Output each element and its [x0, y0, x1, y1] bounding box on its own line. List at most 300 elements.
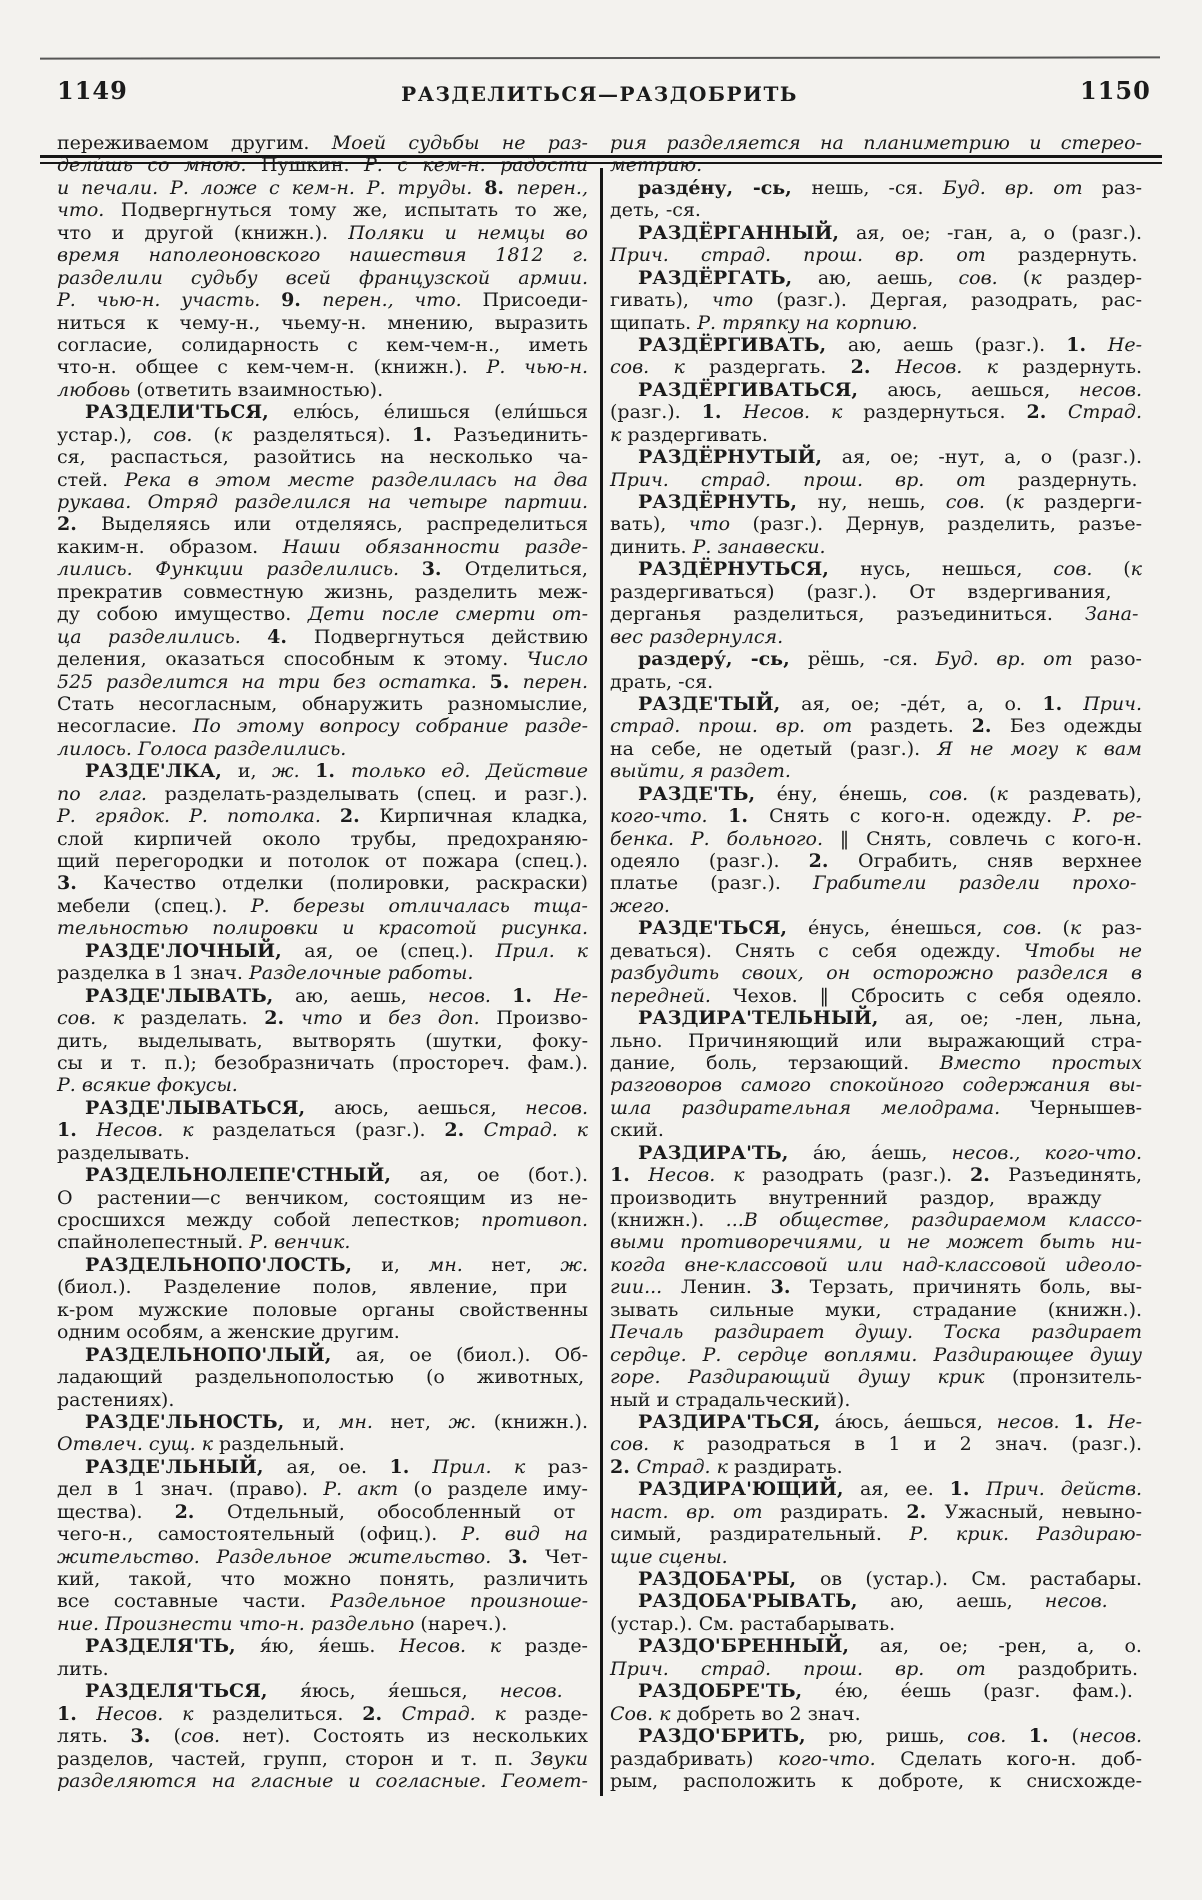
line-content — [57, 626, 588, 648]
italic-text: сов. к — [610, 1433, 708, 1456]
italic-text: рукава. Отряд разделился на четыре партии. — [57, 491, 589, 513]
dictionary-line — [610, 132, 1142, 154]
italic-text: горе. Раздирающий душу крик — [610, 1366, 1013, 1389]
line-content — [638, 491, 1142, 513]
dictionary-line — [610, 603, 1142, 625]
italic-text: разделяются на гласные и согласные. Геомет- — [57, 1769, 588, 1792]
italic-text: Сов. к — [610, 1702, 677, 1725]
dictionary-line — [610, 1590, 1142, 1612]
line-content — [57, 738, 346, 760]
italic-text: к — [1030, 266, 1067, 289]
text-run: разделывать. — [57, 1141, 190, 1164]
line-content — [57, 199, 588, 221]
text-run: раздер- — [1066, 266, 1143, 289]
italic-text: сов. — [967, 1725, 1029, 1748]
line-content — [610, 199, 701, 221]
italic-text: Р. крик. Раздираю- — [909, 1523, 1142, 1546]
line-content — [85, 760, 588, 782]
dictionary-line — [57, 469, 588, 491]
text-run: нет, — [390, 1410, 449, 1433]
italic-text: сов. к — [610, 356, 710, 379]
line-content — [610, 1276, 1142, 1298]
line-content — [85, 1680, 563, 1702]
line-content — [57, 850, 588, 872]
text-run: раздельный. — [219, 1433, 345, 1456]
dictionary-line — [610, 177, 1142, 199]
headword-or-bold-text: 1. — [57, 1702, 97, 1725]
text-run: ( — [1005, 491, 1013, 513]
line-content — [57, 872, 588, 894]
line-content — [85, 1164, 588, 1186]
text-run: ( — [1022, 266, 1031, 289]
text-run: раздирать. — [780, 1500, 907, 1523]
line-content — [610, 1231, 1142, 1253]
text-run: щий перегородки и потолок от пожара (спец.). — [57, 850, 589, 872]
text-run: стей. — [57, 468, 125, 491]
line-content — [610, 289, 1142, 311]
dictionary-line — [57, 1658, 588, 1680]
text-run: ну, нешь, — [817, 491, 946, 513]
italic-text: Не- — [1107, 1410, 1143, 1433]
text-run: дел в 1 знач. (право). — [57, 1478, 324, 1501]
dictionary-line — [57, 154, 588, 176]
italic-text: Буд. вр. от — [935, 648, 1091, 671]
text-run: прекратив совместную жизнь, разделить меж- — [57, 580, 588, 603]
text-run: льно. Причиняющий или выражающий стра- — [610, 1029, 1142, 1052]
italic-text: что — [711, 289, 777, 312]
line-content — [610, 1321, 1142, 1343]
headword-or-bold-text: РАЗДЁРНУТЫЙ, — [638, 446, 842, 469]
dictionary-line — [57, 1433, 588, 1455]
dictionary-line — [57, 783, 588, 805]
line-content — [610, 356, 1142, 378]
dictionary-line — [610, 1411, 1142, 1433]
italic-text: ж. — [448, 1410, 494, 1433]
dictionary-line — [57, 1546, 588, 1568]
dictionary-line — [610, 805, 1142, 827]
italic-text: без доп. — [388, 1007, 497, 1030]
text-run: раз- — [1101, 917, 1142, 940]
italic-text: Р. грядок. Р. потолка. — [57, 805, 340, 828]
text-run: лять. — [57, 1725, 131, 1748]
italic-text: Страд. к — [636, 1455, 735, 1478]
text-run: слой кирпичей около трубы, предохраняю- — [57, 827, 589, 850]
italic-text: ...В обществе, раздираемом классо- — [725, 1209, 1143, 1231]
text-run: нусь, нешься, — [860, 558, 1054, 581]
dictionary-line — [610, 626, 1142, 648]
line-content — [610, 1119, 664, 1141]
headword-or-bold-text: РАЗДОБА'РЫ, — [638, 1568, 820, 1590]
headword-or-bold-text: РАЗДЁРГАТЬ, — [638, 266, 818, 289]
dictionary-line — [57, 760, 588, 782]
text-run: нешь, -ся. — [811, 176, 943, 199]
text-run: я́ю, я́ешь. — [259, 1635, 400, 1658]
italic-text: перен., — [516, 176, 588, 199]
dictionary-line — [57, 334, 588, 356]
italic-text: мн. — [428, 1253, 492, 1276]
italic-text: к — [996, 782, 1029, 805]
dictionary-line — [57, 1164, 588, 1186]
line-content — [57, 1030, 588, 1052]
text-run: раз- — [547, 1455, 589, 1478]
line-content — [57, 1366, 584, 1388]
text-run: раздевать), — [1028, 782, 1143, 805]
dictionary-line — [57, 1299, 588, 1321]
italic-text: выйти, я раздет. — [610, 760, 791, 783]
dictionary-line — [610, 1389, 1142, 1411]
line-content — [610, 1703, 861, 1725]
line-content — [57, 1007, 588, 1029]
headword-or-bold-text: раздеру́, -сь, — [638, 648, 808, 671]
dictionary-line — [57, 828, 588, 850]
text-run: (пронзитель- — [1012, 1366, 1142, 1389]
headword-or-bold-text: РАЗДИРА'ТЬСЯ, — [638, 1410, 835, 1433]
italic-text: Прич. действ. — [986, 1478, 1143, 1501]
italic-text: Река в этом месте разделилась на два — [124, 468, 588, 491]
text-run: раздергиваться) (разг.). От вздергивания, — [610, 580, 1112, 603]
dictionary-line — [57, 1635, 588, 1657]
text-run: ( — [213, 423, 221, 446]
line-content — [610, 1209, 1142, 1231]
dictionary-line — [610, 1007, 1142, 1029]
text-run: раздобрить. — [1017, 1657, 1139, 1680]
line-content — [57, 536, 588, 558]
headword-or-bold-text: 3. — [770, 1276, 810, 1299]
dictionary-line — [610, 581, 1142, 603]
italic-text: мн. — [338, 1410, 391, 1433]
line-content — [57, 222, 588, 244]
italic-text: Прич. страд. прош. вр. от — [610, 244, 1018, 267]
line-content — [57, 1276, 567, 1298]
italic-text: Р. чью-н. участь. — [57, 289, 282, 312]
dictionary-line — [57, 1142, 588, 1164]
line-content — [638, 917, 1142, 939]
italic-text: Р. венчик. — [249, 1231, 351, 1254]
italic-text: несов. — [1044, 1590, 1108, 1613]
text-run: спайнолепестный. — [57, 1231, 250, 1254]
headword-or-bold-text: РАЗДЕ'ЛЬНЫЙ, — [85, 1455, 287, 1478]
dictionary-line — [610, 1254, 1142, 1276]
line-content — [610, 1344, 1142, 1366]
italic-text: сов. — [928, 782, 990, 805]
line-content — [610, 244, 1138, 266]
line-content — [57, 1187, 588, 1209]
text-run: драть, -ся. — [610, 670, 714, 693]
dictionary-line — [57, 603, 588, 625]
line-content — [57, 828, 588, 850]
text-run: ладающий раздельнополостью (о животных, — [57, 1366, 585, 1389]
line-content — [85, 1344, 588, 1366]
dictionary-line — [610, 1658, 1142, 1680]
line-content — [638, 267, 1142, 289]
headword-or-bold-text: 1. — [610, 1164, 649, 1187]
line-content — [610, 1030, 1142, 1052]
italic-text: Наши обязанности разде- — [282, 535, 589, 558]
text-run: разделка в 1 знач. — [57, 962, 249, 985]
text-run: щества). — [57, 1500, 175, 1523]
dictionary-line — [57, 289, 588, 311]
dictionary-line — [610, 693, 1142, 715]
headword-or-bold-text: РАЗДЁРНУТЬСЯ, — [638, 558, 861, 581]
text-run: Подвергнуться действию — [313, 625, 588, 648]
italic-text: Зана- — [1084, 603, 1139, 626]
dictionary-line — [57, 1344, 588, 1366]
italic-text: Я не могу к вам — [937, 737, 1142, 760]
italic-text: лились. Функции разделились. — [57, 558, 422, 581]
dictionary-line — [57, 1119, 588, 1141]
italic-text: шла раздирательная мелодрама. — [610, 1096, 1031, 1119]
dictionary-line — [57, 895, 588, 917]
dictionary-line — [610, 1231, 1142, 1253]
italic-text: сов. — [1053, 558, 1124, 581]
italic-text: гии... — [610, 1276, 681, 1299]
dictionary-line — [57, 805, 588, 827]
text-run: (разг.). Дергая, разодрать, рас- — [776, 289, 1142, 312]
italic-text: перен., что. — [322, 289, 483, 312]
headword-or-bold-text: 1. — [512, 984, 554, 1007]
text-run: Разъединять, — [1008, 1164, 1142, 1187]
italic-text: противоп. — [481, 1209, 589, 1231]
dictionary-line — [610, 872, 1142, 894]
line-content — [610, 715, 1142, 737]
line-content — [57, 379, 383, 401]
headword-or-bold-text: 3. — [508, 1545, 546, 1568]
text-run: Стать несогласным, обнаружить разномыслие, — [57, 692, 588, 715]
headword-or-bold-text: РАЗДЕ'ТЬ, — [638, 782, 777, 805]
line-content — [57, 1725, 588, 1747]
headword-or-bold-text: РАЗДОБА'РЫВАТЬ, — [638, 1590, 891, 1613]
dictionary-line — [57, 177, 588, 199]
text-run: ая, ое; -рен, а, о. — [879, 1635, 1142, 1658]
line-content — [610, 1389, 850, 1411]
dictionary-line — [610, 940, 1142, 962]
dictionary-line — [57, 648, 588, 670]
text-run: рю, ришь, — [828, 1725, 968, 1748]
italic-text: Звуки — [530, 1747, 588, 1770]
italic-text: что. — [57, 199, 121, 222]
line-content — [610, 1523, 1142, 1545]
italic-text: и печали. Р. ложе с кем-н. Р. труды. — [57, 176, 485, 199]
italic-text: Разделочные работы. — [248, 962, 474, 985]
text-run: раздернуться. — [863, 401, 1027, 424]
dictionary-line — [610, 513, 1142, 535]
text-run: (разг.). Дернув, разделить, разъе- — [752, 513, 1142, 536]
dictionary-line — [610, 446, 1142, 468]
line-content — [610, 536, 826, 558]
line-content — [57, 1658, 109, 1680]
text-run: (устар.). См. растабарывать. — [610, 1612, 896, 1635]
line-content — [57, 1703, 588, 1725]
headword-or-bold-text: 1. — [57, 1119, 97, 1142]
line-content — [638, 1478, 1142, 1500]
headword-or-bold-text: РАЗДЕ'ЛКА, — [85, 760, 238, 783]
italic-text: перен. — [522, 670, 589, 693]
line-content — [57, 1231, 350, 1253]
italic-text: Прич. страд. прош. вр. от — [610, 1657, 1018, 1680]
dictionary-line — [57, 312, 588, 334]
line-content — [638, 1411, 1142, 1433]
text-run: а́ю, а́ешь, — [812, 1141, 952, 1164]
italic-text: кого-что. — [778, 1747, 901, 1770]
italic-text: Р. чью-н. — [486, 356, 589, 379]
dictionary-line — [610, 850, 1142, 872]
dictionary-line — [610, 1635, 1142, 1657]
line-content — [57, 917, 588, 939]
italic-text: Несов. к — [648, 1164, 763, 1187]
column-right — [610, 132, 1142, 1792]
headword-or-bold-text: РАЗДИРА'ТЕЛЬНЫЙ, — [638, 1007, 905, 1030]
italic-text: что — [301, 1007, 359, 1030]
italic-text: Чтобы не — [1023, 939, 1143, 962]
line-content — [610, 1299, 1142, 1321]
dictionary-line — [57, 1321, 588, 1343]
dictionary-line — [57, 940, 588, 962]
text-run: производить внутренний раздор, вражду — [610, 1186, 1102, 1209]
line-content — [57, 1299, 588, 1321]
dictionary-line — [610, 1680, 1142, 1702]
line-content — [610, 401, 1142, 423]
dictionary-line — [610, 671, 1142, 693]
text-run: ая, ое; -нут, а, о (разг.). — [841, 446, 1142, 469]
line-content — [57, 356, 588, 378]
line-content — [57, 648, 588, 670]
line-content — [85, 1097, 588, 1119]
italic-text: Печаль раздирает душу. Тоска раздирает — [610, 1321, 1142, 1344]
italic-text: разделили судьбу всей французской армии. — [57, 266, 588, 289]
line-content — [57, 177, 588, 199]
dictionary-line — [610, 491, 1142, 513]
italic-text: ж. — [272, 760, 316, 783]
text-run: деления, оказаться способным к этому. — [57, 648, 527, 671]
dictionary-line — [57, 872, 588, 894]
dictionary-line — [610, 334, 1142, 356]
italic-text: по глаг. — [57, 782, 165, 805]
running-head: РАЗДЕЛИТЬСЯ—РАЗДОБРИТЬ — [401, 82, 798, 106]
text-run: разделиться. — [212, 1702, 363, 1725]
headword-or-bold-text: РАЗДЕЛЬНОПО'ЛЫЙ, — [85, 1343, 356, 1366]
headword-or-bold-text: 5. — [489, 670, 523, 693]
italic-text: Моей судьбы не раз- — [331, 132, 588, 154]
line-content — [57, 1389, 174, 1411]
headword-or-bold-text: 4. — [267, 625, 314, 648]
line-content — [57, 154, 588, 176]
italic-text: вес раздернулся. — [610, 625, 784, 648]
text-run: а́юсь, а́ешься, — [834, 1410, 997, 1433]
headword-or-bold-text: РАЗДИРА'ЮЩИЙ, — [638, 1478, 860, 1501]
dictionary-line — [57, 671, 588, 693]
dictionary-line — [610, 289, 1142, 311]
line-content — [57, 1209, 588, 1231]
dictionary-line — [610, 1344, 1142, 1366]
text-run: и — [358, 1007, 389, 1030]
text-run: (разг.). — [610, 401, 702, 424]
dictionary-line — [610, 985, 1142, 1007]
line-content — [57, 1568, 588, 1590]
italic-text: 525 разделится на три без остатка. — [57, 670, 490, 693]
italic-text: несов. — [499, 1680, 563, 1703]
text-run: Присоеди- — [482, 289, 588, 312]
italic-text: Р. всякие фокусы. — [57, 1074, 238, 1097]
line-content — [85, 401, 588, 423]
italic-text: когда вне-классовой или над-классовой идеоло- — [610, 1253, 1143, 1276]
italic-text: ж. — [560, 1253, 588, 1276]
text-run: деваться). Снять с себя одежду. — [610, 939, 1024, 962]
line-content — [610, 1097, 1142, 1119]
italic-text: к — [1012, 491, 1045, 513]
text-run: Ужасный, невыно- — [944, 1500, 1142, 1523]
headword-or-bold-text: 8. — [484, 176, 517, 199]
headword-or-bold-text: РАЗДЕ'ЛЬНОСТЬ, — [85, 1410, 303, 1433]
line-content — [610, 1052, 1142, 1074]
dictionary-line — [610, 1164, 1142, 1186]
dictionary-line — [57, 626, 588, 648]
dictionary-line — [610, 1299, 1142, 1321]
line-content — [85, 1456, 588, 1478]
italic-text: несов. — [1079, 1725, 1142, 1748]
line-content — [57, 783, 588, 805]
headword-or-bold-text: 1. — [701, 401, 744, 424]
italic-text: щие сцены. — [610, 1545, 728, 1568]
line-content — [610, 424, 768, 446]
text-run: что и другой (книжн.). — [57, 221, 349, 244]
dictionary-line — [57, 1366, 588, 1388]
line-content — [610, 603, 1138, 625]
italic-text: сов. — [958, 266, 1023, 289]
line-content — [57, 267, 588, 289]
italic-text: к — [220, 423, 254, 446]
dictionary-line — [57, 1187, 588, 1209]
headword-or-bold-text: разде́ну, -сь, — [638, 176, 812, 199]
dictionary-line — [57, 1770, 588, 1792]
dictionary-line — [57, 132, 588, 154]
dictionary-line — [57, 1478, 588, 1500]
text-run: ся, распасться, разойтись на несколько ча- — [57, 446, 589, 469]
headword-or-bold-text: РАЗДЁРГАННЫЙ, — [638, 221, 856, 244]
italic-text: что — [688, 513, 753, 536]
line-content — [57, 446, 588, 468]
line-content — [610, 312, 918, 334]
dictionary-line — [57, 1680, 588, 1702]
line-content — [610, 895, 670, 917]
line-content — [638, 379, 1142, 401]
headword-or-bold-text: 2. — [339, 805, 380, 828]
dictionary-line — [57, 693, 588, 715]
headword-or-bold-text: РАЗДИРА'ТЬ, — [638, 1141, 813, 1164]
headword-or-bold-text: 1. — [1066, 333, 1108, 356]
dictionary-line — [57, 1074, 588, 1096]
line-content — [57, 603, 588, 625]
text-run: симый, раздирательный. — [610, 1523, 910, 1546]
line-content — [610, 1366, 1142, 1388]
headword-or-bold-text: 1. — [1042, 692, 1084, 715]
line-content — [610, 154, 702, 176]
line-content — [57, 1613, 507, 1635]
dictionary-line — [610, 244, 1142, 266]
dictionary-line — [610, 267, 1142, 289]
dictionary-line — [57, 738, 588, 760]
line-content — [638, 222, 1142, 244]
line-content — [610, 1433, 1142, 1455]
text-run: (книжн.). — [610, 1209, 726, 1231]
line-content — [638, 446, 1142, 468]
headword-or-bold-text: 2. — [610, 1455, 637, 1478]
dictionary-line — [610, 783, 1142, 805]
headword-or-bold-text: 1. — [411, 423, 454, 446]
dictionary-line — [57, 962, 588, 984]
line-content — [57, 1501, 575, 1523]
italic-text: разбудить своих, он осторожно разделся в — [610, 962, 1142, 985]
text-run: устар.), — [57, 423, 154, 446]
